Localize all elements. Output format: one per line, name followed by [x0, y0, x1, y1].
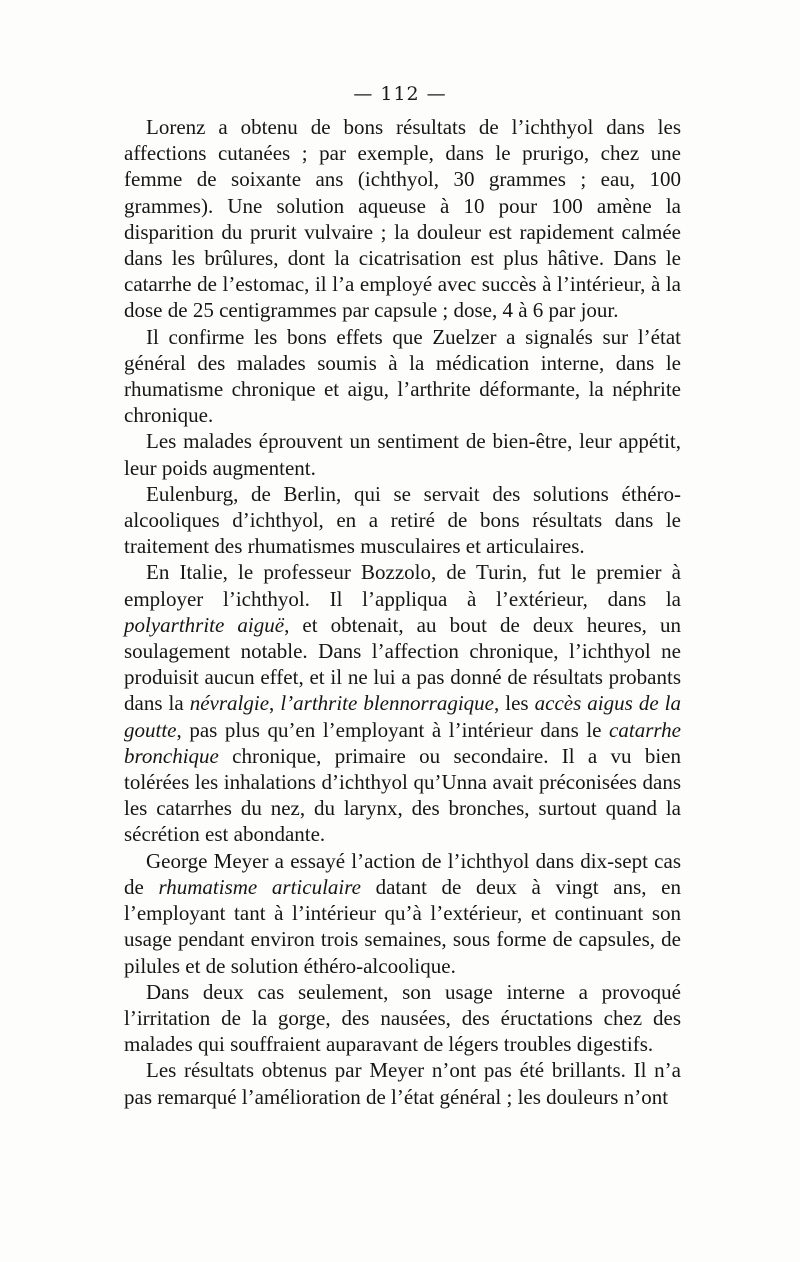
text-run: Dans deux cas seulement, son usage interne a provoqué l’irritation de la gorge, des nausées, des éructations chez des malades qui souffraient auparavant de légers troubles digestifs. — [124, 979, 681, 1057]
page-number: — 112 — — [353, 83, 447, 105]
paragraph — [124, 481, 681, 560]
paragraph — [124, 428, 681, 480]
text-run: datant de deux à vingt ans, en l’employant tant à l’intérieur qu’à l’extérieur, et continuant son usage pendant environ trois semaines, sous forme de capsules, de pilules et de solution éthéro-alcoolique. — [124, 874, 681, 978]
text-run: , — [269, 691, 281, 716]
italic-term: catarrhe bronchique — [124, 717, 681, 768]
paragraph — [124, 324, 681, 429]
text-run: , et obtenait, au bout de deux heures, un soulagement notable. Dans l’affection chronique, l’ichthyol ne produisit aucun effet, et il ne lui a pas donné de résultats probants dans la — [124, 612, 681, 716]
text-run: , pas plus qu’en l’employant à l’intérieur dans le — [176, 717, 610, 742]
text-run: Lorenz a obtenu de bons résultats de l’ichthyol dans les affections cutanées ; par exemple, dans le prurigo, chez une femme de soixante ans (ichthyol, 30 grammes ; eau, 100 grammes). Une solution aqueuse à 10 pour 100 amène la disparition du prurit vulvaire ; la douleur est rapidement calmée dans les brûlures, dont la cicatrisation est plus hâtive. Dans le catarrhe de l’estomac, il l’a employé avec succès à l’intérieur, à la dose de 25 centigrammes par capsule ; dose, 4 à 6 par jour. — [124, 115, 681, 323]
text-run: , les — [494, 691, 535, 716]
body-text — [124, 114, 681, 1110]
paragraph — [124, 559, 681, 847]
text-run: Il confirme les bons effets que Zuelzer a signalés sur l’état général des malades soumis à la médication interne, dans le rhumatisme chronique et aigu, l’arthrite déformante, la néphrite chronique. — [124, 324, 681, 428]
italic-term: névralgie — [189, 691, 270, 716]
paragraph — [124, 114, 681, 324]
text-run: George Meyer a essayé l’action de l’ichthyol dans dix-sept cas de — [124, 848, 681, 899]
italic-term: accès aigus de la goutte — [124, 691, 682, 742]
text-run: En Italie, le professeur Bozzolo, de Turin, fut le premier à employer l’ichthyol. Il l’appliqua à l’extérieur, dans la — [124, 560, 681, 611]
italic-term: l’arthrite blennorragique — [280, 691, 494, 716]
text-run: Eulenburg, de Berlin, qui se servait des solutions éthéro-alcooliques d’ichthyol, en a retiré de bons résultats dans le traitement des rhumatismes musculaires et articulaires. — [124, 481, 681, 559]
text-run: chronique, primaire ou secondaire. Il a vu bien tolérées les inhalations d’ichthyol qu’Unna avait préconisées dans les catarrhes du nez, du larynx, des bronches, surtout quand la sécrétion est abondante. — [124, 743, 681, 847]
italic-term: polyarthrite aiguë — [124, 612, 285, 637]
text-run: Les malades éprouvent un sentiment de bien-être, leur appétit, leur poids augmentent. — [124, 429, 681, 480]
italic-term: rhumatisme articulaire — [158, 874, 361, 899]
paragraph — [124, 848, 681, 979]
paragraph — [124, 1057, 681, 1109]
text-run: Les résultats obtenus par Meyer n’ont pas été brillants. Il n’a pas remarqué l’amélioration de l’état général ; les douleurs n’ont — [124, 1058, 681, 1109]
paragraph — [124, 979, 681, 1058]
